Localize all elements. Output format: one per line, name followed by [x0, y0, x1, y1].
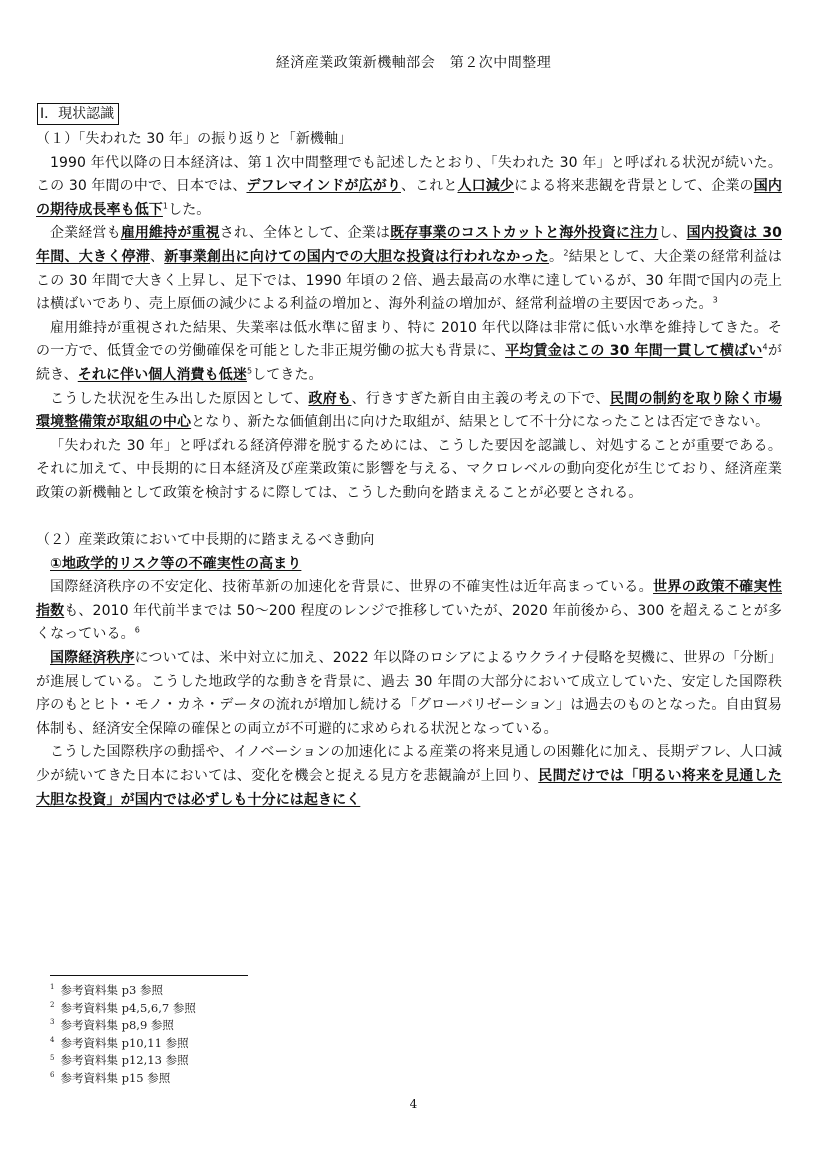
body-text — [36, 128, 782, 812]
paragraph-1 — [36, 152, 782, 223]
text-run: 結果として、大企業の経常利益はこの 30 年間で大きく上昇し、足下では、1990 年頃の２倍、過去最高の水準に達しているが、30 年間で国内の売上は横ばいであり、売上原価の減少による利益の増加と、海外利益の増加が、経常利益増の主要因であった。 — [36, 248, 782, 313]
footnote-number: 2 — [50, 1000, 55, 1009]
footnote-number: 5 — [50, 1053, 55, 1062]
paragraph-4 — [36, 388, 782, 435]
emphasis: 新事業創出に向けての国内での大胆な投資は行われなかった — [164, 248, 550, 265]
text-run: となり、新たな価値創出に向けた取組が、結果として不十分になったことは否定できない。 — [191, 414, 770, 431]
paragraph-6 — [36, 576, 782, 647]
text-run: 、行きすぎた新自由主義の考えの下で、 — [351, 390, 610, 407]
footnote-divider — [50, 975, 248, 976]
text-run: 企業経営も — [50, 225, 121, 242]
text-run: 。 — [549, 248, 564, 265]
emphasis: 世界の政策不確実性指数 — [36, 579, 782, 619]
text-run: が続き、 — [36, 343, 782, 383]
footnote — [50, 982, 196, 1000]
footnote-text: 参考資料集 p12,13 参照 — [60, 1053, 189, 1068]
emphasis: 民間だけでは「明るい将来を見通した大胆な投資」が国内では必ずしも十分には起きにく — [36, 768, 782, 808]
text-run: 「失われた 30 年」と呼ばれる経済停滞を脱するためには、こうした要因を認識し、対処することが重要である。それに加えて、中長期的に日本経済及び産業政策に影響を与える、マクロレベルの動向変化が生じており、経済産業政策の新機軸として政策を検討するに際しては、こうした動向を踏まえることが必要とされる。 — [36, 437, 782, 501]
paragraph-7 — [36, 647, 782, 741]
paragraph-3 — [36, 317, 782, 388]
emphasis: 国内投資は 30 年間、大きく停滞 — [36, 225, 783, 265]
emphasis: 政府も — [308, 390, 352, 407]
footnote-text: 参考資料集 p15 参照 — [60, 1070, 171, 1085]
text-run: も、2010 年代前半までは 50～200 程度のレンジで推移していたが、2020 年前後から、300 を超えることが多くなっている。 — [36, 602, 782, 643]
footnote-number: 1 — [50, 983, 55, 992]
footnote-text: 参考資料集 p4,5,6,7 参照 — [60, 1000, 196, 1015]
footnote-number: 4 — [50, 1035, 55, 1044]
text-run: 雇用維持が重視された結果、失業率は低水準に留まり、特に 2010 年代以降は非常に低い水準を維持してきた。その一方で、低賃金での労働確保を可能とした非正規労働の拡大も背景に、 — [36, 319, 782, 360]
footnotes — [50, 982, 196, 1088]
footnote — [50, 1070, 196, 1088]
paragraph-8 — [36, 741, 782, 812]
text-run: こうした国際秩序の動揺や、イノベーションの加速化による産業の将来見通しの困難化に加え、長期デフレ、人口減少が続いてきた日本においては、変化を機会と捉える見方を悲観論が上回り、 — [36, 744, 782, 785]
emphasis: 人口減少 — [457, 178, 514, 195]
text-run: した。 — [168, 201, 211, 218]
text-run: 1990 年代以降の日本経済は、第１次中間整理でも記述したとおり、「失われた 30 年」と呼ばれる状況が続いた。この 30 年間の中で、日本では、 — [36, 154, 782, 195]
emphasis: 雇用維持が重視 — [120, 225, 220, 242]
emphasis: 平均賃金はこの 30 年間一貫して横ばい — [505, 343, 763, 360]
footnote-number: 6 — [50, 1071, 55, 1080]
footnote — [50, 1035, 196, 1053]
footnote — [50, 1000, 196, 1018]
footnote-number: 3 — [50, 1018, 55, 1027]
text-run: し、 — [658, 225, 687, 242]
text-run: してきた。 — [252, 366, 323, 383]
footnote — [50, 1017, 196, 1035]
footnote-text: 参考資料集 p8,9 参照 — [60, 1018, 174, 1033]
footnote-text: 参考資料集 p3 参照 — [60, 983, 163, 997]
text-run: 国際経済秩序の不安定化、技術革新の加速化を背景に、世界の不確実性は近年高まっている。 — [50, 579, 654, 596]
footnote-ref: 5 — [246, 366, 253, 376]
text-run: こうした状況を生み出した原因として、 — [50, 390, 309, 407]
emphasis: デフレマインドが広がり — [246, 178, 401, 195]
topic-heading: ①地政学的リスク等の不確実性の高まり — [50, 555, 302, 572]
text-run: については、米中対立に加え、2022 年以降のロシアによるウクライナ侵略を契機に、世界の「分断」が進展している。こうした地政学的な動きを背景に、過去 30 年間の大部分において成立していた、安定した国際秩序のもとヒト・モノ・カネ・データの流れが増加し続ける「グローバリゼーション」は過去のものとなった。自由貿易体制も、経済安全保障の確保との両立が不可避的に求められる状況となっている。 — [36, 650, 782, 737]
subsection-heading-1: （１）「失われた 30 年」の振り返りと「新機軸」 — [36, 131, 353, 147]
emphasis: それに伴い個人消費も低迷 — [77, 366, 247, 383]
text-run: 、 — [150, 248, 165, 265]
footnote-ref: 2 — [563, 248, 569, 258]
paragraph-5 — [36, 435, 782, 506]
emphasis: 国際経済秩序 — [50, 650, 135, 667]
page-number: 4 — [409, 1097, 418, 1111]
emphasis: 国内の期待成長率も低下 — [36, 178, 783, 218]
footnote-ref: 3 — [712, 295, 718, 305]
text-run: 、これと — [400, 178, 458, 195]
footnote-ref: 1 — [162, 201, 169, 211]
footnote-ref: 4 — [762, 342, 768, 352]
document-title: 経済産業政策新機軸部会 第２次中間整理 — [275, 55, 552, 71]
footnote — [50, 1052, 196, 1070]
section-heading-box: Ⅰ．現状認識 — [37, 103, 119, 125]
footnote-ref: 6 — [134, 625, 140, 635]
paragraph-2 — [36, 222, 782, 316]
emphasis: 民間の制約を取り除く市場環境整備策が取組の中心 — [36, 390, 782, 431]
footnote-text: 参考資料集 p10,11 参照 — [60, 1035, 189, 1050]
text-run: され、全体として、企業は — [219, 225, 391, 242]
spacer — [36, 506, 782, 530]
text-run: による将来悲観を背景として、企業の — [513, 178, 754, 195]
subsection-heading-2: （２）産業政策において中長期的に踏まえるべき動向 — [36, 532, 375, 549]
emphasis: 既存事業のコストカットと海外投資に注力 — [390, 225, 659, 242]
